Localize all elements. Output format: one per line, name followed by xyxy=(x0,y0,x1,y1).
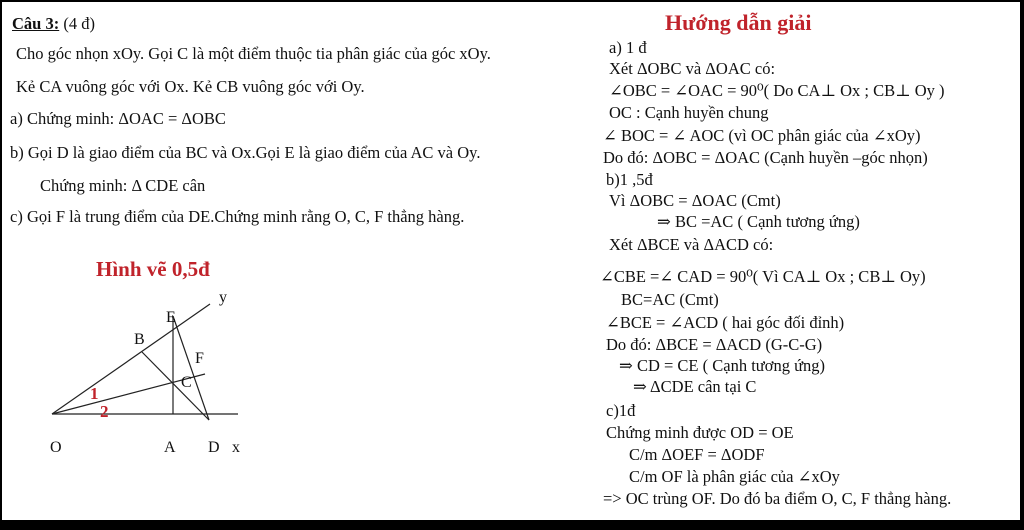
solution-line: ⇒ ΔCDE cân tại C xyxy=(633,377,757,396)
label-d: D xyxy=(208,439,220,456)
solution-line: ∠CBE =∠ CAD = 90⁰( Vì CA⊥ Ox ; CB⊥ Oy) xyxy=(600,267,926,286)
solution-line: ∠BCE = ∠ACD ( hai góc đối đỉnh) xyxy=(606,313,845,332)
segment-de xyxy=(173,316,209,420)
label-x: x xyxy=(232,439,240,456)
solution-line: ⇒ BC =AC ( Cạnh tương ứng) xyxy=(657,212,860,231)
figure-title: Hình vẽ 0,5đ xyxy=(96,257,210,281)
solution-line: Xét ΔOBC và ΔOAC có: xyxy=(609,59,776,78)
intro-line-1: Cho góc nhọn xOy. Gọi C là một điểm thuộc tia phân giác của góc xOy. xyxy=(16,44,491,63)
label-y: y xyxy=(219,289,227,306)
geometry-figure xyxy=(42,282,262,467)
solution-line: Chứng minh được OD = OE xyxy=(606,423,794,442)
solution-line: ⇒ CD = CE ( Cạnh tương ứng) xyxy=(619,356,826,375)
label-c: C xyxy=(181,374,192,391)
part-b-prove: Chứng minh: Δ CDE cân xyxy=(40,176,206,195)
label-a: A xyxy=(164,439,176,456)
worksheet-page xyxy=(2,2,1020,520)
question-label: Câu 3: xyxy=(12,14,60,33)
solution-line: ∠ BOC = ∠ AOC (vì OC phân giác của ∠xOy) xyxy=(603,126,921,145)
solution-line: ∠OBC = ∠OAC = 90⁰( Do CA⊥ Ox ; CB⊥ Oy ) xyxy=(609,81,945,100)
intro-line-2: Kẻ CA vuông góc với Ox. Kẻ CB vuông góc với Oy. xyxy=(16,77,365,96)
angle-label-1: 1 xyxy=(90,384,99,403)
solution-line: Do đó: ΔBCE = ΔACD (G-C-G) xyxy=(606,335,823,354)
solution-line: Do đó: ΔOBC = ΔOAC (Cạnh huyền –góc nhọn) xyxy=(603,148,928,167)
solution-line: a) 1 đ xyxy=(609,38,647,57)
solution-line: b)1 ,5đ xyxy=(606,170,653,189)
solution-line: Xét ΔBCE và ΔACD có: xyxy=(609,235,774,254)
question-header xyxy=(12,14,95,34)
solution-line: C/m OF là phân giác của ∠xOy xyxy=(629,467,840,486)
part-a: a) Chứng minh: ΔOAC = ΔOBC xyxy=(10,109,226,128)
label-e: E xyxy=(166,309,176,326)
label-b: B xyxy=(134,331,145,348)
angle-label-2: 2 xyxy=(100,402,109,421)
part-b: b) Gọi D là giao điểm của BC và Ox.Gọi E là giao điểm của AC và Oy. xyxy=(10,143,481,162)
question-points: (4 đ) xyxy=(59,14,95,33)
solution-line: c)1đ xyxy=(606,401,636,420)
solution-line: C/m ΔOEF = ΔODF xyxy=(629,445,765,464)
solution-line: BC=AC (Cmt) xyxy=(621,290,719,309)
label-f: F xyxy=(195,350,204,367)
solution-line: OC : Cạnh huyền chung xyxy=(609,103,769,122)
label-o: O xyxy=(50,439,62,456)
solution-title: Hướng dẫn giải xyxy=(665,10,812,35)
solution-line: => OC trùng OF. Do đó ba điểm O, C, F thẳng hàng. xyxy=(603,489,952,508)
solution-line: Vì ΔOBC = ΔOAC (Cmt) xyxy=(609,191,781,210)
part-c: c) Gọi F là trung điểm của DE.Chứng minh rằng O, C, F thẳng hàng. xyxy=(10,207,465,226)
